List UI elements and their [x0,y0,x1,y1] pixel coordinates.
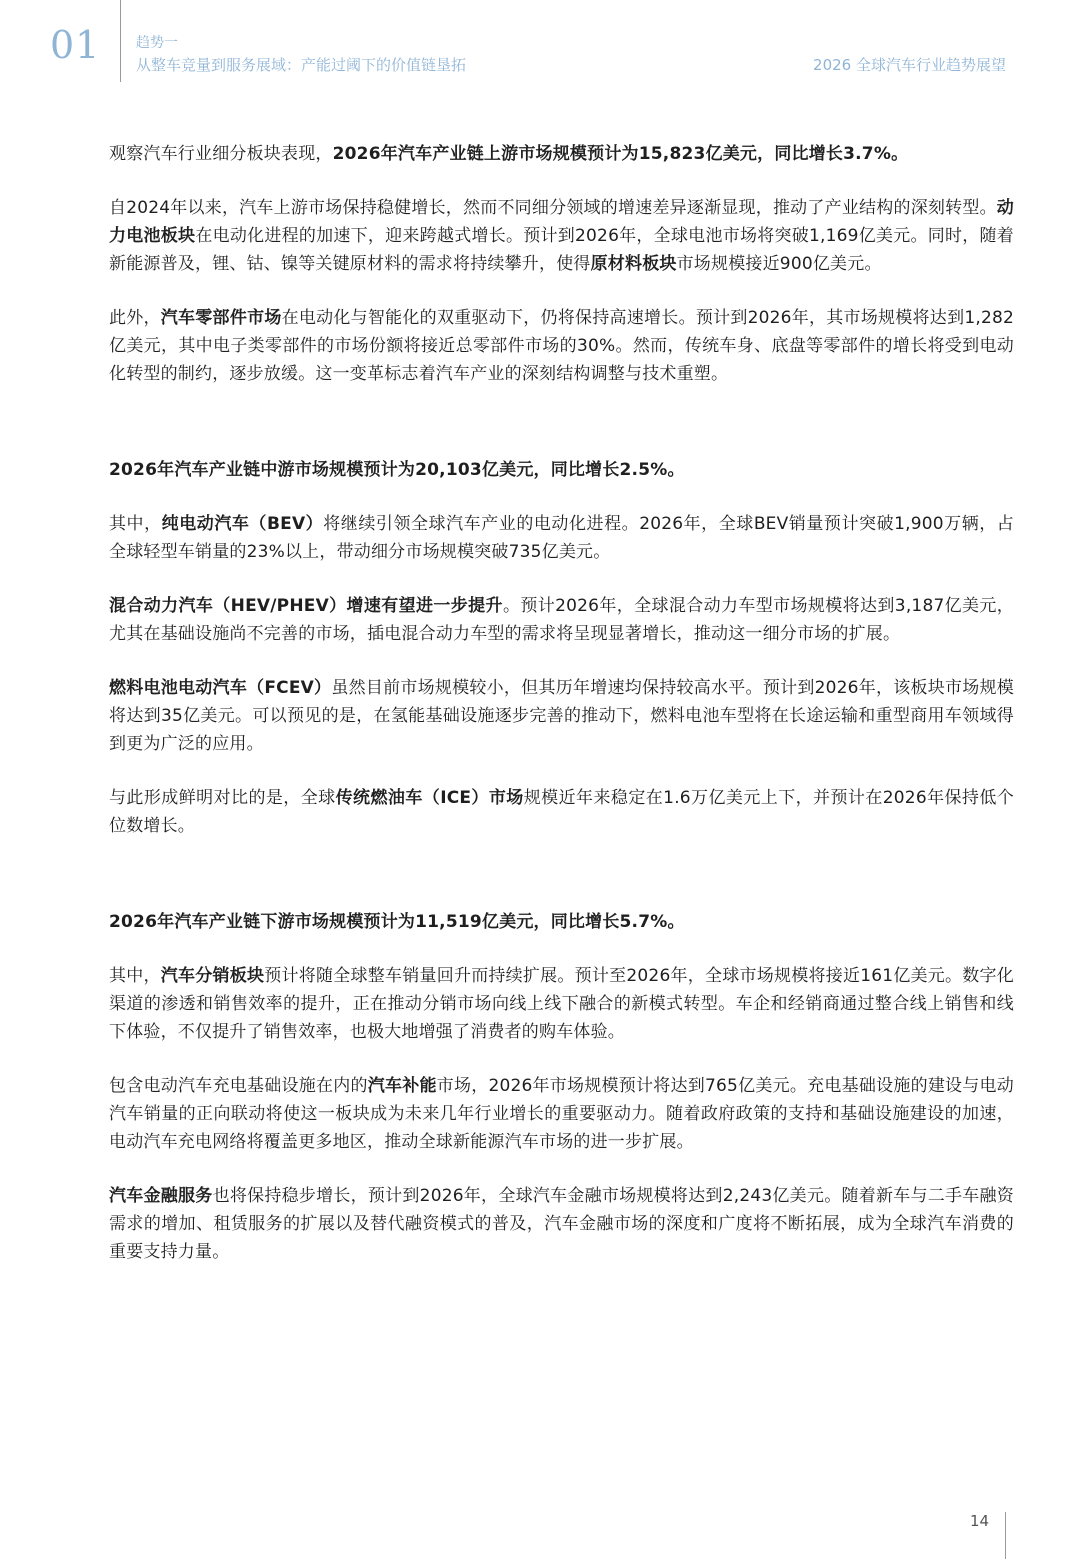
chapter-number: 01 [50,23,101,67]
text-run: 。预计2026年，全球混合动力车型市场规模将达到3,187亿美元，尤其在基础设施尚不完善的市场，插电混合动力车型的需求将呈现显著增长，推动这一细分市场的扩展。 [109,596,1015,644]
bold-run: 纯电动汽车（BEV） [161,514,324,534]
text-run: 虽然目前市场规模较小，但其历年增速均保持较高水平。预计到2026年，该板块市场规模将达到35亿美元。可以预见的是，在氢能基础设施逐步完善的推动下，燃料电池车型将在长途运输和重型商用车领域得到更为广泛的应用。 [109,678,1014,754]
text-run: 其中， [109,966,161,986]
page-header [0,0,1080,90]
text-run: 规模近年来稳定在1.6万亿美元上下，并预计在2026年保持低个位数增长。 [109,788,1014,836]
bold-run: 原材料板块 [590,254,677,274]
paragraph-ice [109,784,1014,840]
chapter-kicker: 趋势一 [136,35,178,51]
text-run: 市场，2026年市场规模预计将达到765亿美元。充电基础设施的建设与电动汽车销量的正向联动将使这一板块成为未来几年行业增长的重要驱动力。随着政府政策的支持和基础设施建设的加速，电动汽车充电网络将覆盖更多地区，推动全球新能源汽车市场的进一步扩展。 [109,1076,1015,1152]
text-run: 包含电动汽车充电基础设施在内的 [109,1076,368,1096]
paragraph-distribution [109,962,1014,1046]
main-content [109,140,1014,1266]
paragraph-downstream-heading [109,908,1014,936]
text-run: 在电动化与智能化的双重驱动下，仍将保持高速增长。预计到2026年，其市场规模将达到1,282亿美元，其中电子类零部件的市场份额将接近总零部件市场的30%。然而，传统车身、底盘等零部件的增长将受到电动化转型的制约，逐步放缓。这一变革标志着汽车产业的深刻结构调整与技术重塑。 [109,308,1014,384]
bold-run: 汽车补能 [367,1076,437,1096]
paragraph-battery [109,194,1014,278]
text-run: 市场规模接近900亿美元。 [676,254,882,274]
paragraph-hybrid [109,592,1014,648]
bold-run: 传统燃油车（ICE）市场 [335,788,524,808]
paragraph-finance [109,1182,1014,1266]
bold-run: 汽车零部件市场 [160,308,282,328]
paragraph-parts [109,304,1014,388]
paragraph-charging [109,1072,1014,1156]
bold-run: 燃料电池电动汽车（FCEV） [109,678,332,698]
bold-run: 汽车金融服务 [109,1186,213,1206]
text-run: 观察汽车行业细分板块表现， [109,144,333,164]
bold-run: 混合动力汽车（HEV/PHEV）增速有望进一步提升 [109,596,503,616]
bold-run: 汽车分销板块 [160,966,265,986]
page-number: 14 [970,1512,990,1530]
text-run: 与此形成鲜明对比的是，全球 [109,788,336,808]
paragraph-midstream-heading [109,456,1014,484]
paragraph-fcev [109,674,1014,758]
paragraph-bev [109,510,1014,566]
text-run: 也将保持稳步增长，预计到2026年，全球汽车金融市场规模将达到2,243亿美元。随着新车与二手车融资需求的增加、租赁服务的扩展以及替代融资模式的普及，汽车金融市场的深度和广度将不断拓展，成为全球汽车消费的重要支持力量。 [109,1186,1014,1262]
bold-run: 2026年汽车产业链上游市场规模预计为15,823亿美元，同比增长3.7%。 [332,144,909,164]
text-run: 自2024年以来，汽车上游市场保持稳健增长，然而不同细分领域的增速差异逐渐显现，推动了产业结构的深刻转型。 [109,198,997,218]
bold-run: 2026年汽车产业链中游市场规模预计为20,103亿美元，同比增长2.5%。 [109,460,685,480]
text-run: 在电动化进程的加速下，迎来跨越式增长。预计到2026年，全球电池市场将突破1,169亿美元。同时，随着新能源普及，锂、钴、镍等关键原材料的需求将持续攀升，使得 [109,226,1015,274]
text-run: 将继续引领全球汽车产业的电动化进程。2026年，全球BEV销量预计突破1,900万辆，占全球轻型车销量的23%以上，带动细分市场规模突破735亿美元。 [109,514,1015,562]
paragraph-upstream-intro [109,140,1014,168]
text-run: 其中， [109,514,162,534]
chapter-title: 从整车竞量到服务展域：产能过阈下的价值链垦拓 [136,56,467,74]
text-run: 此外， [109,308,161,328]
header-divider [120,0,121,82]
footer-divider [1005,1512,1006,1559]
text-run: 预计将随全球整车销量回升而持续扩展。预计至2026年，全球市场规模将接近161亿美元。数字化渠道的渗透和销售效率的提升，正在推动分销市场向线上线下融合的新模式转型。车企和经销商通过整合线上销售和线下体验，不仅提升了销售效率，也极大地增强了消费者的购车体验。 [109,966,1014,1042]
bold-run: 2026年汽车产业链下游市场规模预计为11,519亿美元，同比增长5.7%。 [109,912,685,932]
report-title: 2026 全球汽车行业趋势展望 [813,56,1006,74]
bold-run: 动力电池板块 [109,198,1014,246]
